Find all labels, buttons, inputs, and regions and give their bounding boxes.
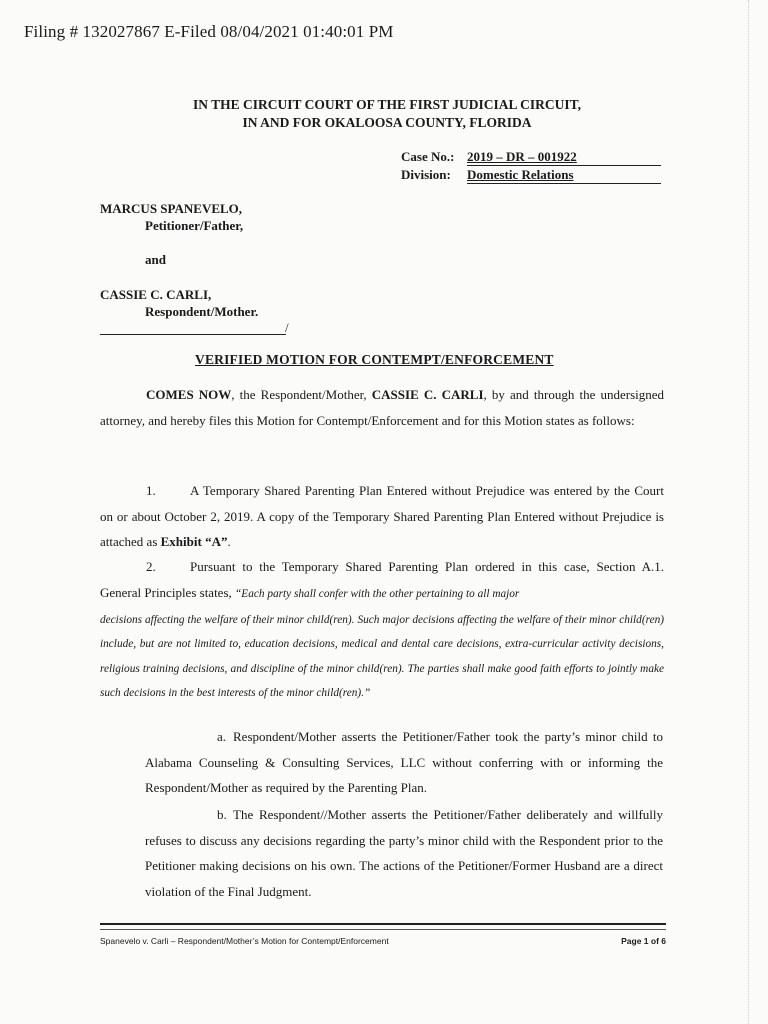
subparagraph-a <box>145 724 663 801</box>
case-number-label: Case No.: <box>401 149 455 164</box>
intro-paragraph <box>100 382 664 433</box>
paragraph-1-text: A Temporary Shared Parenting Plan Entered without Prejudice was entered by the Court on or about October 2, 2019. A copy of the Temporary Shared Parenting Plan Entered without Prejudice is attached as <box>100 483 664 550</box>
paragraph-2-number: 2. <box>146 559 156 574</box>
division-row <box>401 166 661 184</box>
motion-title: VERIFIED MOTION FOR CONTEMPT/ENFORCEMENT <box>195 352 554 367</box>
paragraph-2 <box>100 554 664 607</box>
subparagraph-a-text: Respondent/Mother asserts the Petitioner/Father took the party’s minor child to Alabama Counseling & Consulting Services, LLC without conferring with or informing the Respondent/Mother as required by the Parenting Plan. <box>145 729 663 796</box>
respondent-name-inline: CASSIE C. CARLI <box>371 387 484 402</box>
intro-text-2: , by and through the undersigned attorney, and hereby files this Motion for Contempt/Enforcement and for this Motion states as follows: <box>100 387 665 428</box>
case-number-row <box>401 148 661 166</box>
filing-stamp: Filing # 132027867 E-Filed 08/04/2021 01:40:01 PM <box>24 22 394 41</box>
respondent-block <box>100 286 258 320</box>
scan-edge-line <box>748 0 749 1024</box>
party-connector <box>100 251 166 268</box>
respondent-name: CASSIE C. CARLI, <box>100 287 212 302</box>
paragraph-1-end: . <box>227 534 231 550</box>
paragraph-1 <box>100 478 664 555</box>
paragraph-2-text: Pursuant to the Temporary Shared Parenting Plan ordered in this case, Section A.1. General Principles states, <box>100 559 664 600</box>
case-number-value: 2019 – DR – 001922 <box>467 148 661 166</box>
petitioner-block <box>100 200 243 234</box>
petitioner-name: MARCUS SPANEVELO, <box>100 201 243 216</box>
quote-start: “Each party shall confer with the other pertaining to all major <box>235 587 520 600</box>
and-text: and <box>145 252 166 267</box>
page-footer <box>100 936 666 946</box>
intro-text-1: , the Respondent/Mother, <box>231 387 372 402</box>
caption-slash: / <box>285 320 289 335</box>
division-value: Domestic Relations <box>467 166 661 184</box>
quoted-principles: decisions affecting the welfare of their minor child(ren). Such major decisions affecting the welfare of their minor child(ren) include, but are not limited to, education decisions, medical and dental care decisions, extra-curricular activity decisions, religious training decisions, and discipline of the minor child(ren). The parties shall make good faith efforts to jointly make such decisions in the best interests of the minor child(ren).” <box>100 614 664 700</box>
subparagraph-b <box>145 802 663 904</box>
subparagraph-b-letter: b. <box>217 807 227 822</box>
respondent-role: Respondent/Mother. <box>145 304 259 319</box>
exhibit-a-reference: Exhibit “A” <box>160 534 228 550</box>
footer-rule <box>100 923 666 930</box>
division-label: Division: <box>401 167 451 182</box>
case-info <box>401 148 661 184</box>
court-header <box>0 96 768 132</box>
footer-case-caption: Spanevelo v. Carli – Respondent/Mother’s Motion for Contempt/Enforcement <box>100 936 389 946</box>
comes-now-text: COMES NOW <box>146 387 232 402</box>
court-header-line-2: IN AND FOR OKALOOSA COUNTY, FLORIDA <box>242 115 532 130</box>
caption-line <box>100 322 286 335</box>
subparagraph-b-text: The Respondent//Mother asserts the Petitioner/Father deliberately and willfully refuses to discuss any decisions regarding the party’s minor child with the Respondent prior to the Petitioner making decisions on his own. The actions of the Petitioner/Former Husband are a direct violation of the Final Judgment. <box>145 807 663 899</box>
court-header-line-1: IN THE CIRCUIT COURT OF THE FIRST JUDICIAL CIRCUIT, <box>193 97 581 112</box>
petitioner-role: Petitioner/Father, <box>145 218 244 233</box>
paragraph-1-number: 1. <box>146 483 156 498</box>
subparagraph-a-letter: a. <box>217 729 227 744</box>
page-number: Page 1 of 6 <box>621 936 666 946</box>
